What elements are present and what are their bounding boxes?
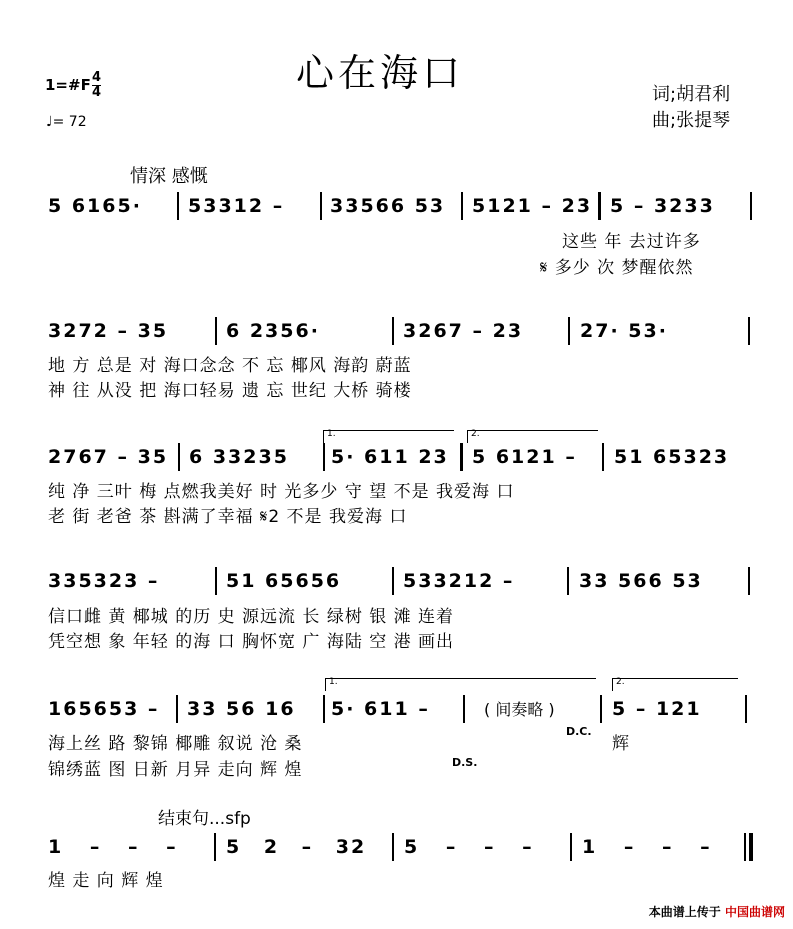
measure-3-2: 6 33235 <box>189 446 289 468</box>
lyrics-2-verse2: 神 往 从没 把 海口轻易 遗 忘 世纪 大桥 骑楼 <box>48 381 412 401</box>
time-sig-top: 4 <box>92 70 102 85</box>
time-signature <box>92 71 101 100</box>
volta-2-label: 2. <box>471 429 480 439</box>
lyricist: 词;胡君利 <box>652 84 731 105</box>
score-title: 心在海口 <box>296 51 465 95</box>
barline <box>748 567 750 595</box>
measure-6-1: 1 – – – <box>48 836 178 858</box>
barline <box>567 567 569 595</box>
measure-5-4: 5 – 121 <box>612 698 702 720</box>
measure-4-2: 51 65656 <box>226 570 342 592</box>
measure-4-3: 533212 – <box>403 570 515 592</box>
barline <box>215 567 217 595</box>
barline <box>178 443 180 471</box>
lyrics-4-verse1: 信口雌 黄 椰城 的历 史 源远流 长 绿树 银 滩 连着 <box>48 607 455 627</box>
barline <box>392 317 394 345</box>
measure-3-5: 51 65323 <box>614 446 730 468</box>
barline <box>463 695 465 723</box>
measure-3-4: 5 6121 – <box>472 446 577 468</box>
source-footer <box>649 903 785 920</box>
lyrics-3-verse1: 纯 净 三叶 梅 点燃我美好 时 光多少 守 望 不是 我爱海 口 <box>48 482 515 502</box>
footer-site-logo: 中国曲谱网 <box>724 905 785 919</box>
dc-mark: D.C. <box>566 725 592 738</box>
barline <box>748 317 750 345</box>
lyrics-6: 煌 走 向 辉 煌 <box>48 871 164 891</box>
ds-mark: D.S. <box>452 756 478 769</box>
repeat-end-barline <box>460 443 463 471</box>
barline <box>320 192 322 220</box>
barline <box>392 833 394 861</box>
measure-2-2: 6 2356· <box>226 320 320 342</box>
footer-prefix: 本曲谱上传于 <box>648 905 721 919</box>
expression-ending: 结束句...sfp <box>158 809 251 829</box>
measure-5-3: 5· 611 – <box>331 698 430 720</box>
barline <box>461 192 463 220</box>
lyrics-3-verse2: 老 街 老爸 茶 斟满了幸福 𝄋2 不是 我爱海 口 <box>48 507 408 527</box>
lyrics-5-verse1: 海上丝 路 黎锦 椰雕 叙说 沧 桑 <box>48 734 303 754</box>
expression-intro: 情深 感慨 <box>130 166 208 187</box>
measure-5-2: 33 56 16 <box>187 698 296 720</box>
lyrics-5-verse2: 锦绣蓝 图 日新 月异 走向 辉 煌 <box>48 760 303 780</box>
repeat-start-barline <box>598 192 601 220</box>
measure-2-4: 27· 53· <box>580 320 668 342</box>
measure-3-3: 5· 611 23 <box>331 446 449 468</box>
barline <box>392 567 394 595</box>
time-sig-bottom: 4 <box>92 85 102 100</box>
volta-2-bracket <box>467 430 598 443</box>
barline <box>214 833 216 861</box>
measure-1-3: 33566 53 <box>330 195 446 217</box>
measure-1-5: 5 – 3233 <box>610 195 715 217</box>
key-signature: 1=#F <box>45 76 91 94</box>
volta-1-bracket <box>325 678 596 691</box>
measure-2-3: 3267 – 23 <box>403 320 524 342</box>
lyrics-5-huī: 辉 <box>612 734 630 754</box>
measure-5-1: 165653 – <box>48 698 160 720</box>
volta-2-label: 2. <box>616 677 625 687</box>
lyrics-1-verse2: 𝄋 多少 次 梦醒依然 <box>540 258 694 278</box>
barline <box>177 192 179 220</box>
tempo-mark: ♩= 72 <box>46 114 87 130</box>
lyrics-4-verse2: 凭空想 象 年轻 的海 口 胸怀宽 广 海陆 空 港 画出 <box>48 632 455 652</box>
composer: 曲;张提琴 <box>652 110 731 131</box>
volta-1-label: 1. <box>327 429 336 439</box>
barline <box>750 192 752 220</box>
barline <box>600 695 602 723</box>
barline <box>602 443 604 471</box>
measure-6-2: 5 2 – 32 <box>226 836 367 858</box>
measure-6-3: 5 – – – <box>404 836 534 858</box>
volta-2-bracket <box>612 678 738 691</box>
interlude-mark: ( 间奏略 ) <box>484 700 555 719</box>
barline <box>570 833 572 861</box>
volta-1-bracket <box>323 430 454 443</box>
barline <box>568 317 570 345</box>
measure-4-4: 33 566 53 <box>579 570 703 592</box>
barline <box>323 443 325 471</box>
barline <box>176 695 178 723</box>
final-barline-thin <box>744 833 746 861</box>
barline <box>745 695 747 723</box>
measure-3-1: 2767 – 35 <box>48 446 169 468</box>
final-barline-thick <box>749 833 753 861</box>
measure-1-1: 5 6165· <box>48 195 142 217</box>
barline <box>323 695 325 723</box>
measure-1-4: 5121 – 23 <box>472 195 593 217</box>
measure-4-1: 335323 – <box>48 570 160 592</box>
lyrics-1-verse1: 这些 年 去过许多 <box>562 232 701 252</box>
measure-1-2: 53312 – <box>188 195 285 217</box>
volta-1-label: 1. <box>329 677 338 687</box>
barline <box>215 317 217 345</box>
lyrics-2-verse1: 地 方 总是 对 海口念念 不 忘 椰风 海韵 蔚蓝 <box>48 356 412 376</box>
measure-6-4: 1 – – – <box>582 836 712 858</box>
measure-2-1: 3272 – 35 <box>48 320 169 342</box>
